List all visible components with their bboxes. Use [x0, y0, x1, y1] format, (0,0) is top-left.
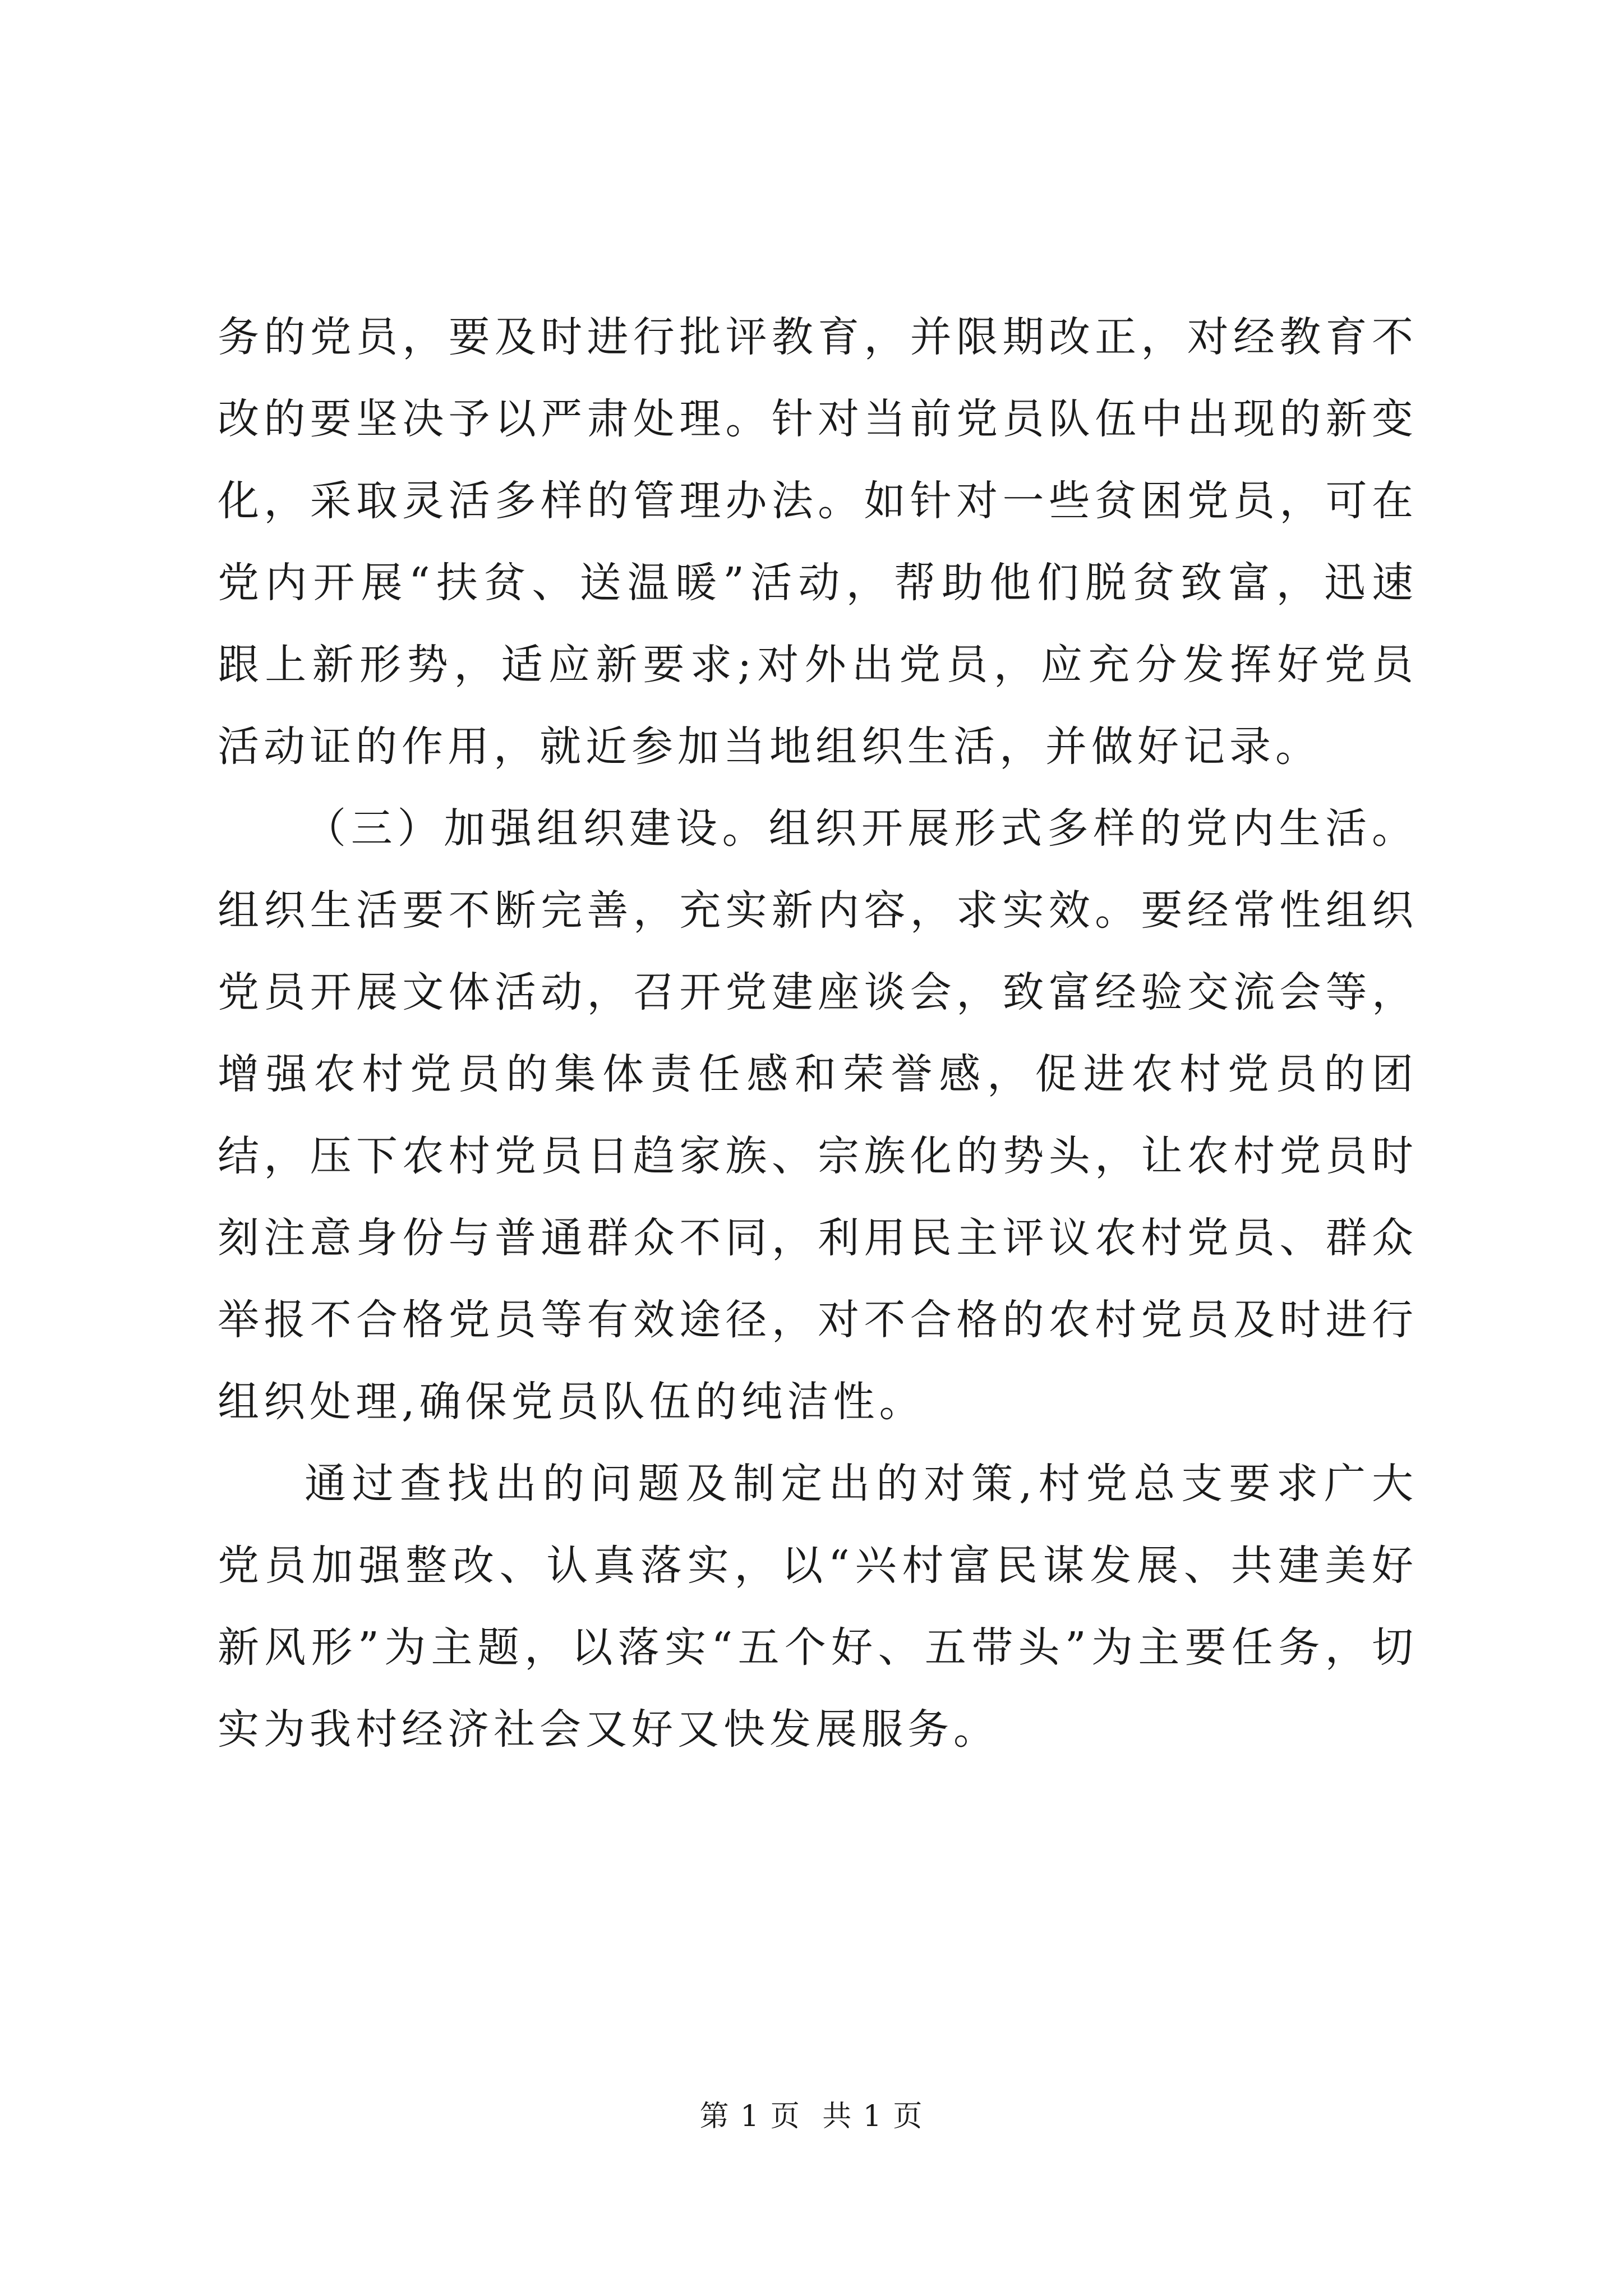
paragraph-1: 务的党员，要及时进行批评教育，并限期改正，对经教育不改的要坚决予以严肃处理。针对当前党员队伍中出现的新变化，采取灵活多样的管理办法。如针对一些贫困党员，可在党内开展“扶贫、送温暖”活动，帮助他们脱贫致富，迅速跟上新形势，适应新要求;对外出党员，应充分发挥好党员活动证的作用，就近参加当地组织生活，并做好记录。	[218, 313, 1418, 771]
page-total: 共 1 页	[822, 2100, 924, 2133]
page-footer	[0, 2092, 1623, 2134]
page-number: 第 1 页	[699, 2100, 801, 2133]
paragraph-3: 通过查找出的问题及制定出的对策,村党总支要求广大党员加强整改、认真落实，以“兴村富民谋发展、共建美好新风形”为主题，以落实“五个好、五带头”为主要任务，切实为我村经济社会又好又快发展服务。	[218, 1460, 1418, 1754]
document-body	[218, 296, 1418, 1770]
paragraph-2: （三）加强组织建设。组织开展形式多样的党内生活。组织生活要不断完善，充实新内容，求实效。要经常性组织党员开展文体活动，召开党建座谈会，致富经验交流会等，增强农村党员的集体责任感和荣誉感，促进农村党员的团结，压下农村党员日趋家族、宗族化的势头，让农村党员时刻注意身份与普通群众不同，利用民主评议农村党员、群众举报不合格党员等有效途径，对不合格的农村党员及时进行组织处理,确保党员队伍的纯洁性。	[218, 804, 1418, 1426]
